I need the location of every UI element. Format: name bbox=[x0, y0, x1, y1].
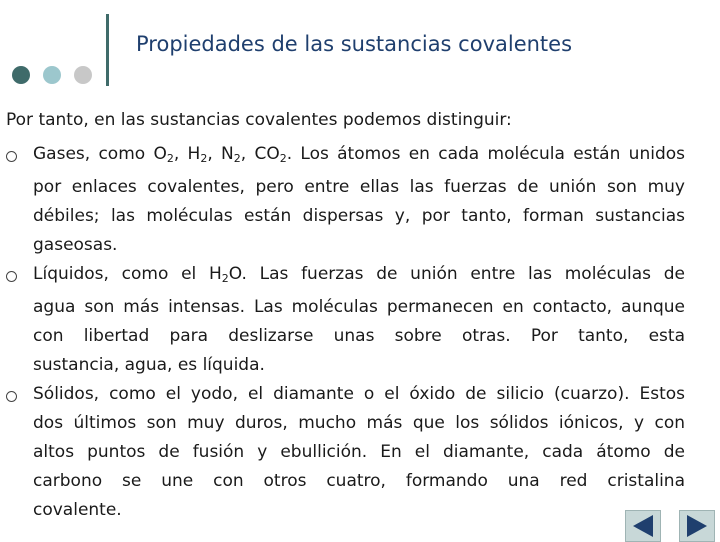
triangle-right-icon bbox=[680, 511, 714, 541]
decor-dot-dark bbox=[12, 66, 30, 84]
list-item-liquidos bbox=[33, 260, 685, 380]
text-line: Sólidos, como el yodo, el diamante o el óxido de silicio (cuarzo). Estos bbox=[33, 384, 685, 404]
text-line: débiles; las moléculas están dispersas y, por tanto, forman sustancias bbox=[33, 206, 685, 226]
triangle-left-icon bbox=[626, 511, 660, 541]
text-line: por enlaces covalentes, pero entre ellas las fuerzas de unión son muy bbox=[33, 177, 685, 197]
decor-dot-gray bbox=[74, 66, 92, 84]
bullet-marker bbox=[6, 151, 17, 162]
text-line: Líquidos, como el $H_2O$. Las fuerzas de unión entre las moléculas de bbox=[33, 264, 685, 285]
decor-dot-light bbox=[43, 66, 61, 84]
text-line: Gases, como $O_2$, $H_2$, $N_2$, $CO_2$. Los átomos en cada molécula están unidos bbox=[33, 144, 685, 165]
text-line: con libertad para deslizarse unas sobre otras. Por tanto, esta bbox=[33, 326, 685, 346]
page-title: Propiedades de las sustancias covalentes bbox=[136, 32, 573, 56]
list-item-solidos bbox=[33, 380, 685, 525]
text-line: dos últimos son muy duros, mucho más que los sólidos iónicos, y con bbox=[33, 413, 685, 433]
bullet-marker bbox=[6, 271, 17, 282]
bullet-marker bbox=[6, 391, 17, 402]
next-slide-button[interactable] bbox=[679, 510, 715, 542]
text-line: agua son más intensas. Las moléculas permanecen en contacto, aunque bbox=[33, 297, 685, 317]
intro-text: Por tanto, en las sustancias covalentes podemos distinguir: bbox=[6, 110, 512, 130]
text-line: carbono se une con otros cuatro, formando una red cristalina bbox=[33, 471, 685, 491]
previous-slide-button[interactable] bbox=[625, 510, 661, 542]
text-line: covalente. bbox=[33, 500, 122, 520]
list-item-gases bbox=[33, 140, 685, 260]
text-line: altos puntos de fusión y ebullición. En el diamante, cada átomo de bbox=[33, 442, 685, 462]
header-divider bbox=[106, 14, 109, 86]
text-line: gaseosas. bbox=[33, 235, 118, 255]
text-line: sustancia, agua, es líquida. bbox=[33, 355, 265, 375]
